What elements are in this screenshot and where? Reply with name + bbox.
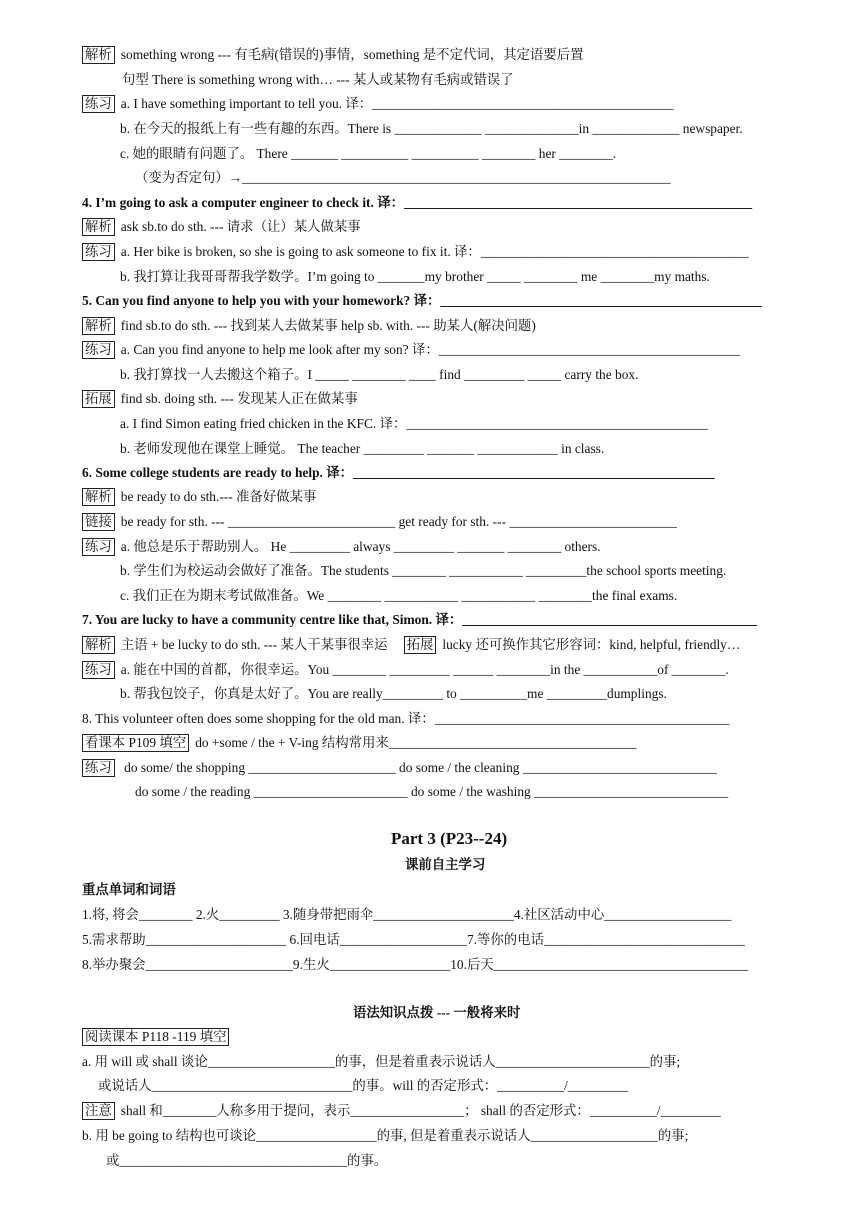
label-box: 解析 xyxy=(82,636,115,654)
label-box: 练习 xyxy=(82,538,115,556)
label-box: 拓展 xyxy=(404,636,437,654)
line-text: b. 我打算找一人去搬这个箱子。I _____ ________ ____ find _________ _____ carry the box. xyxy=(120,367,639,382)
line-text: 句型 There is something wrong with… --- 某人或某物有毛病或错误了 xyxy=(122,72,514,87)
line-text: shall 和________人称多用于提问，表示_________________； shall 的否定形式：__________/_________ xyxy=(120,1103,721,1118)
note-line-15 xyxy=(82,390,358,408)
line-text: a. Her bike is broken, so she is going to ask someone to fix it. 译：________________________________________ xyxy=(120,244,749,259)
part-title: Part 3 (P23--24) xyxy=(391,829,508,848)
sentence-4 xyxy=(82,194,752,212)
note-line-8 xyxy=(82,218,361,236)
line-text: b. 学生们为校运动会做好了准备。The students ________ ___________ _________the school sports meeting. xyxy=(120,563,727,578)
line-text: do some/ the shopping ______________________ do some / the cleaning _____________________________ xyxy=(120,760,717,775)
line-text: b. 我打算让我哥哥帮我学数学。I’m going to _______my brother _____ ________ me ________my maths. xyxy=(120,269,710,284)
exercise-line-14 xyxy=(120,366,638,384)
link-line-20 xyxy=(82,513,677,531)
line-text: be ready for sth. --- _________________________ get ready for sth. --- _________________________ xyxy=(120,514,677,529)
label-box: 链接 xyxy=(82,513,115,531)
exercise-line-17 xyxy=(120,440,604,458)
line-text: 8. This volunteer often does some shopping for the old man. 译：____________________________________________ xyxy=(82,711,730,726)
line-text: a. 能在中国的首都，你很幸运。You ________ _________ ______ ________in the ___________of ________. xyxy=(120,662,729,677)
label-box: 练习 xyxy=(82,341,115,359)
note-line-1 xyxy=(82,46,583,64)
line-text: c. 她的眼睛有问题了。 There _______ __________ __________ ________ her ________. xyxy=(120,146,617,161)
note-line-25 xyxy=(82,636,740,654)
grammar-line-3: b. 用 be going to 结构也可谈论__________________的事, 但是着重表示说话人___________________的事; xyxy=(82,1128,689,1143)
label-box: 阅读课本 P118 -119 填空 xyxy=(82,1028,229,1046)
line-text: b. 帮我包饺子，你真是太好了。You are really_________ to __________me _________dumplings. xyxy=(120,686,667,701)
exercise-line-10 xyxy=(120,268,710,286)
line-text: do some / the reading _______________________ do some / the washing _____________________________ xyxy=(135,784,729,799)
exercise-line-23 xyxy=(120,587,677,605)
label-box: 解析 xyxy=(82,218,115,236)
vocab-line-3: 8.举办聚会______________________9.生火__________________10.后天______________________________________ xyxy=(82,957,749,972)
label-box: 练习 xyxy=(82,759,115,777)
exercise-line-4 xyxy=(120,120,743,138)
line-text: find sb. doing sth. --- 发现某人正在做某事 xyxy=(120,391,358,406)
exercise-line-9 xyxy=(82,243,749,261)
label-box: 解析 xyxy=(82,317,115,335)
line-text: c. 我们正在为期末考试做准备。We ________ ___________ ___________ ________the final exams. xyxy=(120,588,678,603)
exercise-line-16 xyxy=(120,415,708,433)
line-text: find sb.to do sth. --- 找到某人去做某事 help sb. with. --- 助某人(解决问题) xyxy=(120,318,536,333)
grammar-line-1: a. 用 will 或 shall 谈论___________________的事，但是着重表示说话人_______________________的事; xyxy=(82,1054,681,1069)
line-text: b. 老师发现他在课堂上睡觉。 The teacher _________ _______ ____________ in class. xyxy=(120,441,605,456)
note-line-19 xyxy=(82,488,316,506)
sentence-8 xyxy=(82,710,729,728)
vocab-line-1: 1.将, 将会________ 2.火_________ 3.随身带把雨伞_____________________4.社区活动中心___________________ xyxy=(82,907,732,922)
exercise-line-26 xyxy=(82,661,729,679)
read-instruction xyxy=(82,1028,235,1046)
line-text: 6. Some college students are ready to help. 译：______________________________________________________ xyxy=(82,465,715,480)
line-text: a. I have something important to tell you. 译：_____________________________________________ xyxy=(120,96,674,111)
sentence-5 xyxy=(82,292,762,310)
note-line-29 xyxy=(82,734,637,752)
line-text: a. Can you find anyone to help me look after my son? 译：_____________________________________________ xyxy=(120,342,741,357)
label-box: 拓展 xyxy=(82,390,115,408)
line-text: do +some / the + V-ing 结构常用来_____________________________________ xyxy=(195,735,637,750)
line-text: a. 他总是乐于帮助别人。 He _________ always _________ _______ ________ others. xyxy=(120,539,601,554)
line-text: ask sb.to do sth. --- 请求（让）某人做某事 xyxy=(120,219,361,234)
line-text: 4. I’m going to ask a computer engineer to check it. 译：____________________________________________________ xyxy=(82,195,753,210)
line-text: lucky 还可换作其它形容词：kind, helpful, friendly… xyxy=(442,637,741,652)
exercise-line-5 xyxy=(120,145,616,163)
sentence-6 xyxy=(82,464,715,482)
label-box: 练习 xyxy=(82,95,115,113)
label-box: 看课本 P109 填空 xyxy=(82,734,189,752)
line-text: a. I find Simon eating fried chicken in the KFC. 译：_____________________________________________ xyxy=(120,416,708,431)
grammar-line-2: 或说话人______________________________的事。will 的否定形式：__________/_________ xyxy=(98,1078,629,1093)
line-text: b. 在今天的报纸上有一些有趣的东西。There is _____________ ______________in _____________ newspaper. xyxy=(120,121,743,136)
line-text: 主语 + be lucky to do sth. --- 某人干某事很幸运 xyxy=(120,637,388,652)
vocab-heading: 重点单词和词语 xyxy=(82,882,176,897)
exercise-line-30 xyxy=(82,759,717,777)
note-line-12 xyxy=(82,317,536,335)
label-box: 解析 xyxy=(82,46,115,64)
line-text: be ready to do sth.--- 准备好做某事 xyxy=(120,489,317,504)
exercise-line-3 xyxy=(82,95,673,113)
sentence-7 xyxy=(82,611,757,629)
exercise-line-21 xyxy=(82,538,601,556)
line-text: 5. Can you find anyone to help you with your homework? 译：________________________________________________ xyxy=(82,293,762,308)
label-box: 练习 xyxy=(82,243,115,261)
grammar-line-4: 或__________________________________的事。 xyxy=(106,1153,388,1168)
line-text: （变为否定句）→________________________________________________________________ xyxy=(135,170,671,185)
exercise-line-13 xyxy=(82,341,740,359)
line-text: something wrong --- 有毛病(错误的)事情，something 是不定代词，其定语要后置 xyxy=(120,47,584,62)
line-text: 7. You are lucky to have a community centre like that, Simon. 译：____________________________________________ xyxy=(82,612,757,627)
part-subtitle: 课前自主学习 xyxy=(405,857,486,872)
note-line xyxy=(82,1102,721,1120)
exercise-line-22 xyxy=(120,562,726,580)
label-box: 练习 xyxy=(82,661,115,679)
exercise-line-6 xyxy=(135,169,671,187)
grammar-heading: 语法知识点拨 --- 一般将来时 xyxy=(353,1005,521,1020)
label-box: 解析 xyxy=(82,488,115,506)
note-line-2 xyxy=(122,71,514,89)
vocab-line-2: 5.需求帮助_____________________ 6.回电话___________________7.等你的电话______________________________ xyxy=(82,932,745,947)
exercise-line-27 xyxy=(120,685,667,703)
label-box: 注意 xyxy=(82,1102,115,1120)
exercise-line-31 xyxy=(135,783,728,801)
